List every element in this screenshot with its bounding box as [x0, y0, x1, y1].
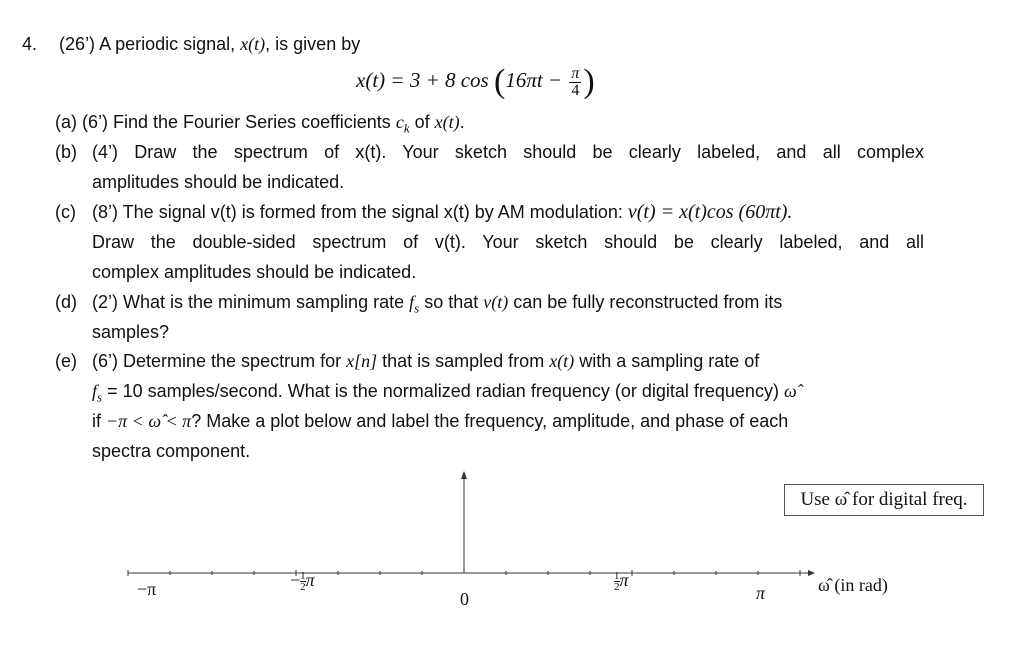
part-c-line1-text: (8’) The signal v(t) is formed from the signal x(t) by AM modulation:	[92, 202, 623, 222]
equation-arg: 16πt −	[505, 68, 563, 92]
part-a-of: of	[414, 112, 430, 132]
omega-hat: ω̂	[783, 381, 797, 401]
horizontal-axis-arrow	[808, 570, 815, 576]
digital-freq-note-box	[784, 484, 984, 516]
part-d-text-a: (2’) What is the minimum sampling rate	[92, 292, 405, 312]
part-e-line4: spectra component.	[92, 441, 251, 461]
tick-label-pos-half-pi: $\frac{1}{2}$ π	[614, 570, 629, 594]
question-number: 4.	[22, 34, 38, 54]
part-e-line2-text: = 10 samples/second. What is the normalized radian frequency (or digital frequency)	[107, 381, 779, 401]
tick-label-neg-half-pi: − $\frac{1}{2}$ π	[290, 570, 315, 594]
part-c-line2: Draw the double-sided spectrum of v(t). Your sketch should be clearly labeled, and all	[92, 232, 924, 252]
signal-var: x(t)	[240, 34, 266, 54]
phase-numerator: π	[571, 64, 580, 82]
part-d-text-c: can be fully reconstructed from its	[513, 292, 783, 312]
question-intro-tail: , is given by	[265, 34, 361, 54]
part-a-period: .	[459, 112, 465, 132]
omega-range: −π < ω̂ < π	[106, 411, 192, 431]
part-b-line2: amplitudes should be indicated.	[92, 172, 345, 192]
tick-label-neg-pi: −π	[137, 579, 157, 599]
question-intro: A periodic signal,	[99, 34, 236, 54]
xt-var: x(t)	[549, 351, 575, 371]
vertical-axis-arrow	[461, 471, 467, 479]
part-d-text-b: so that	[424, 292, 479, 312]
part-a-signal: x(t)	[434, 112, 460, 132]
right-paren: )	[583, 63, 595, 101]
left-paren: (	[493, 63, 506, 101]
phase-denominator: 4	[571, 81, 580, 99]
part-d-signal: v(t)	[483, 292, 509, 312]
fs-var-2: $f_s$	[92, 381, 103, 405]
axis-label-omega: ω̂ (in rad)	[818, 575, 888, 595]
part-e-line3-text: ? Make a plot below and label the frequency, amplitude, and phase of each	[191, 411, 789, 431]
tick-label-zero: 0	[460, 589, 469, 609]
digital-freq-note: Use ω̂ for digital freq.	[800, 489, 968, 510]
tick-label-pi: π	[756, 583, 766, 603]
part-d-line2: samples?	[92, 322, 170, 342]
part-a-label: (a)	[55, 112, 77, 132]
part-e-text-b: that is sampled from	[382, 351, 545, 371]
part-a-text: (6’) Find the Fourier Series coefficients	[82, 112, 391, 132]
am-equation: v(t) = x(t)cos (60πt).	[627, 201, 793, 223]
part-e-if: if	[92, 411, 101, 431]
fs-var: $f_s$	[409, 292, 420, 316]
part-c-label: (c)	[55, 202, 76, 222]
part-b-label: (b)	[55, 142, 77, 162]
part-b-line1: (4’) Draw the spectrum of x(t). Your sketch should be clearly labeled, and all complex	[92, 142, 924, 162]
part-c-line3: complex amplitudes should be indicated.	[92, 262, 417, 282]
coef-var: $c_k$	[395, 112, 410, 136]
part-e-text-c: with a sampling rate of	[579, 351, 760, 371]
part-e-label: (e)	[55, 351, 77, 371]
part-d-label: (d)	[55, 292, 77, 312]
question-points: (26’)	[59, 34, 96, 54]
xn-var: x[n]	[346, 351, 378, 371]
equation-lhs: x(t) = 3 + 8 cos	[356, 68, 489, 92]
part-e-text-a: (6’) Determine the spectrum for	[92, 351, 342, 371]
